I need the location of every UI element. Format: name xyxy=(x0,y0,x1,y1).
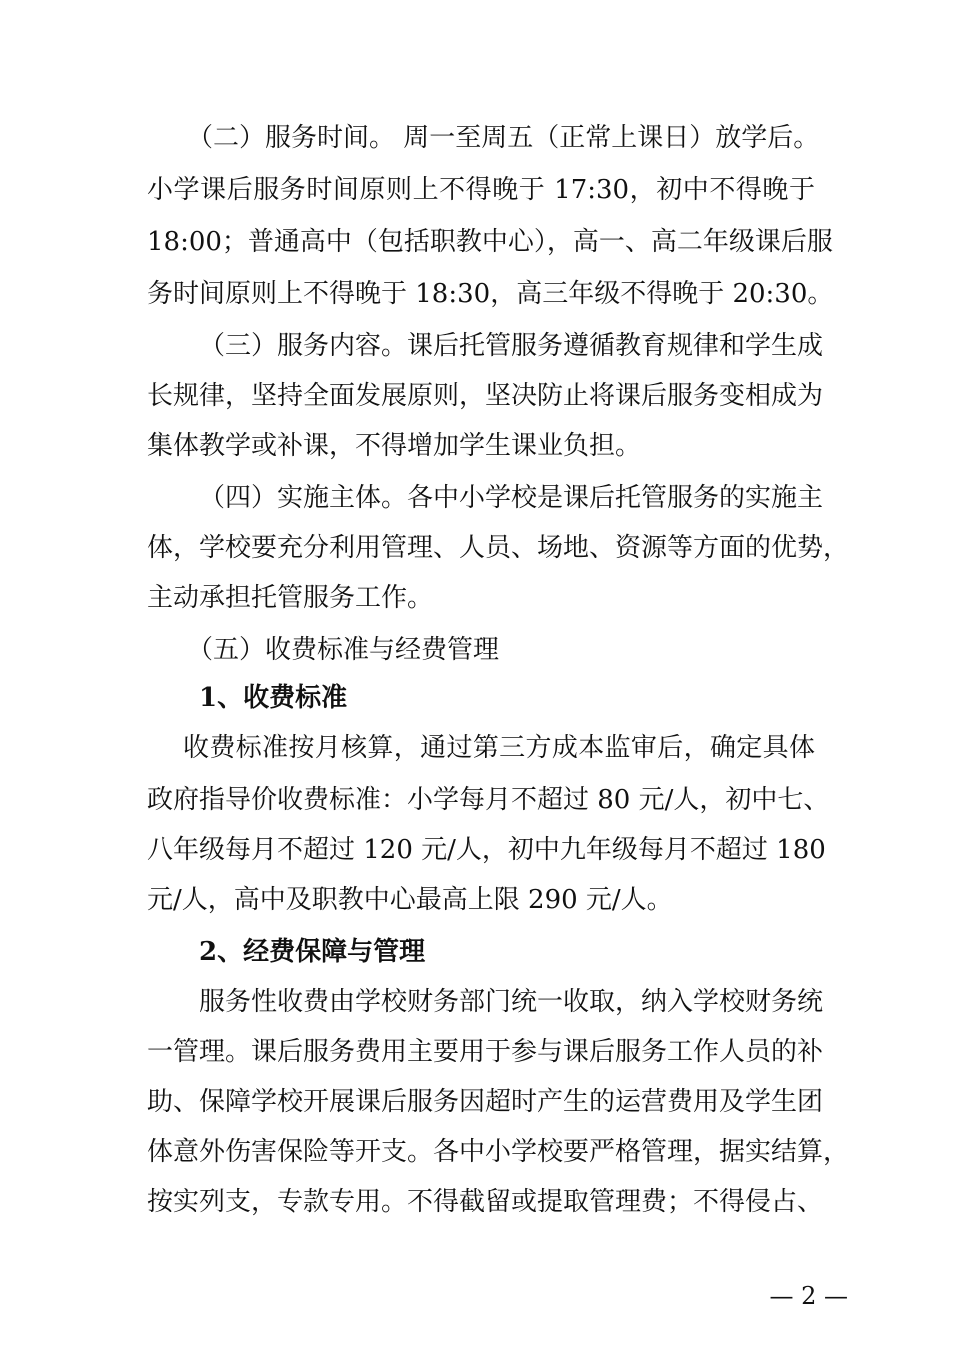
paragraph-funding-line-3: 助、保障学校开展课后服务因超时产生的运营费用及学生团 xyxy=(147,1087,824,1117)
paragraph-implementing-body-line-1: （四）实施主体。各中小学校是课后托管服务的实施主 xyxy=(199,483,824,513)
subheading-fee-standard: 1、收费标准 xyxy=(199,683,348,713)
paragraph-service-content-line-1: （三）服务内容。课后托管服务遵循教育规律和学生成 xyxy=(199,331,824,361)
paragraph-fee-standard-line-1: 收费标准按月核算，通过第三方成本监审后，确定具体 xyxy=(183,733,815,763)
paragraph-funding-line-5: 按实列支，专款专用。不得截留或提取管理费；不得侵占、 xyxy=(147,1187,824,1217)
paragraph-implementing-body-line-2: 体，学校要充分利用管理、人员、场地、资源等方面的优势， xyxy=(147,533,850,563)
paragraph-service-time-line-4: 务时间原则上不得晚于 18:30，高三年级不得晚于 20:30。 xyxy=(147,279,834,309)
paragraph-service-time-line-1: （二）服务时间。 周一至周五（正常上课日）放学后。 xyxy=(187,123,820,153)
paragraph-fee-standard-line-4: 元/人，高中及职教中心最高上限 290 元/人。 xyxy=(147,885,673,915)
paragraph-service-content-line-3: 集体教学或补课，不得增加学生课业负担。 xyxy=(147,431,642,461)
subheading-funding: 2、经费保障与管理 xyxy=(199,937,426,967)
paragraph-service-time-line-2: 小学课后服务时间原则上不得晚于 17:30，初中不得晚于 xyxy=(147,175,815,205)
page-number: — 2 — xyxy=(769,1282,848,1310)
paragraph-fee-standard-line-3: 八年级每月不超过 120 元/人，初中九年级每月不超过 180 xyxy=(147,835,826,865)
paragraph-funding-line-4: 体意外伤害保险等开支。各中小学校要严格管理，据实结算， xyxy=(147,1137,850,1167)
paragraph-service-time-line-3: 18:00；普通高中（包括职教中心），高一、高二年级课后服 xyxy=(147,227,833,257)
section-heading-fee-management: （五）收费标准与经费管理 xyxy=(187,635,500,665)
paragraph-funding-line-1: 服务性收费由学校财务部门统一收取，纳入学校财务统 xyxy=(199,987,824,1017)
paragraph-funding-line-2: 一管理。课后服务费用主要用于参与课后服务工作人员的补 xyxy=(147,1037,824,1067)
paragraph-service-content-line-2: 长规律，坚持全面发展原则，坚决防止将课后服务变相成为 xyxy=(147,381,824,411)
paragraph-fee-standard-line-2: 政府指导价收费标准：小学每月不超过 80 元/人，初中七、 xyxy=(147,785,830,815)
paragraph-implementing-body-line-3: 主动承担托管服务工作。 xyxy=(147,583,434,613)
